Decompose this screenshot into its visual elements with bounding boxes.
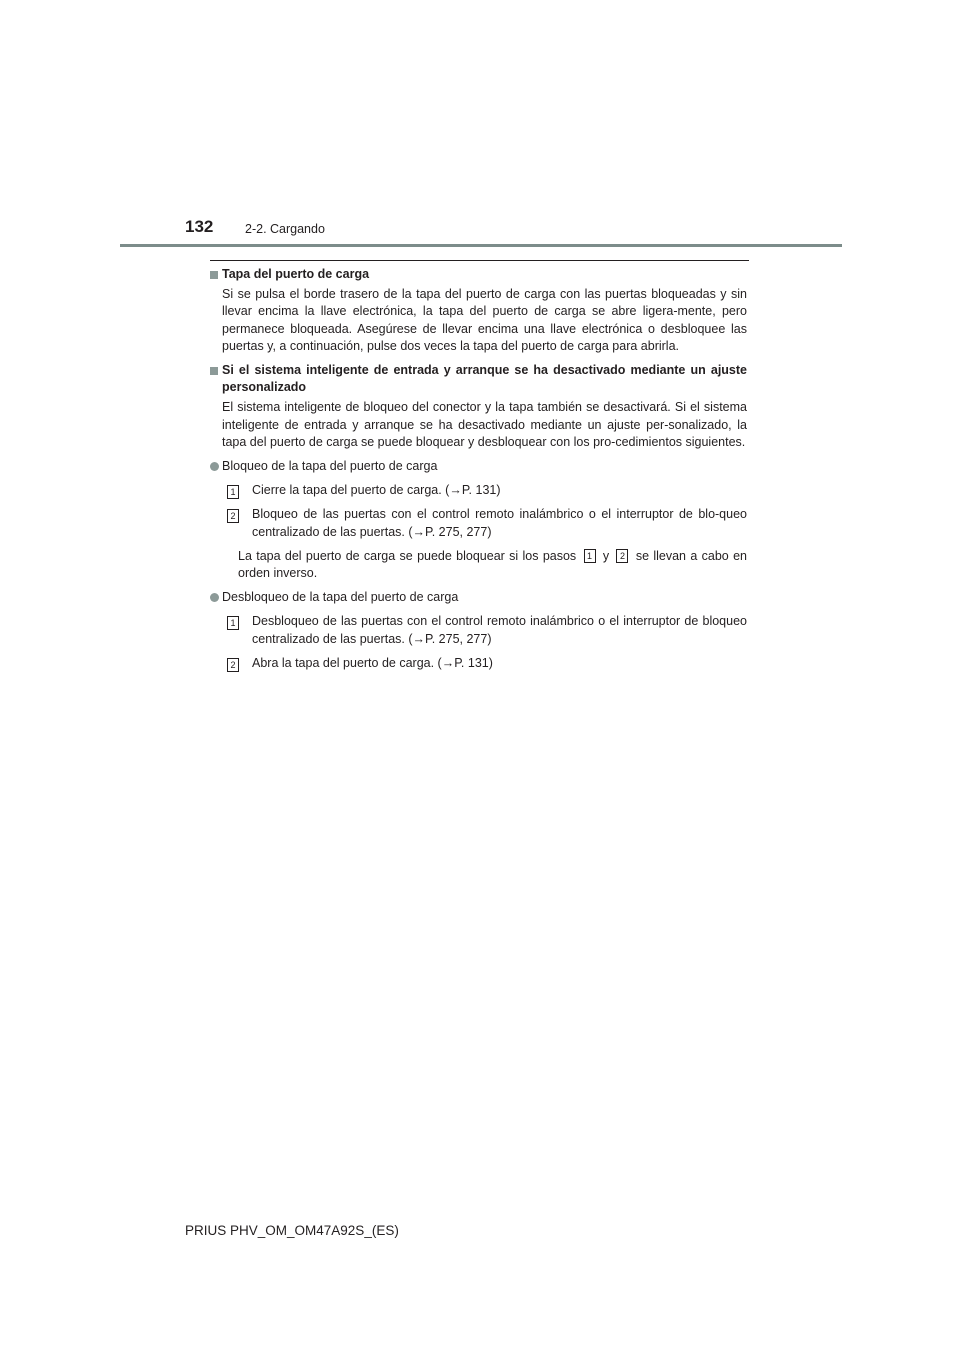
step-ref-box: 2 [616, 549, 628, 563]
item-heading [210, 362, 747, 396]
item-heading [210, 266, 747, 283]
step-text: Cierre la tapa del puerto de carga. (→P. 131) [252, 483, 501, 498]
item-body: El sistema inteligente de bloqueo del conector y la tapa también se desactivará. Si el sistema inteligente de entrada y arranque se ha desactivado mediante un ajuste per-sonalizado, la tapa del puerto de carga se puede bloquear y desbloquear con los pro-cedimientos siguientes. [222, 400, 747, 449]
item-heading-text: Si el sistema inteligente de entrada y arranque se ha desactivado mediante un ajuste personalizado [222, 363, 747, 395]
circle-bullet-icon [210, 462, 219, 471]
step [210, 506, 747, 540]
step-number-box: 1 [227, 485, 239, 499]
document-id: PRIUS PHV_OM_OM47A92S_(ES) [185, 1223, 399, 1238]
note-text: se llevan a cabo en orden inverso. [238, 548, 747, 581]
item-heading-text: Tapa del puerto de carga [222, 267, 370, 281]
item-body: Si se pulsa el borde trasero de la tapa del puerto de carga con las puertas bloqueadas y sin llevar encima la llave electrónica, la tapa del puerto de carga se abre ligera-mente, pero permanece bloqueada. Asegúrese de llevar encima una llave electrónica o desbloquee las puertas y, a continuación, pulse dos veces la tapa del puerto de carga para abrirla. [222, 287, 747, 353]
content-rule [210, 260, 749, 261]
page-number: 132 [185, 217, 214, 236]
step-text: Desbloqueo de las puertas con el control remoto inalámbrico o el interruptor de bloqueo centralizado de las puertas. (→P. 275, 277) [252, 614, 747, 646]
step-text: Abra la tapa del puerto de carga. (→P. 131) [252, 655, 493, 670]
note-text: y [602, 548, 610, 563]
main-content [210, 266, 747, 672]
step-number-box: 2 [227, 658, 239, 672]
square-bullet-icon [210, 367, 218, 375]
step-text: Bloqueo de las puertas con el control remoto inalámbrico o el interruptor de blo-queo centralizado de las puertas. (→P. 275, 277) [252, 507, 747, 539]
note-text: La tapa del puerto de carga se puede bloquear si los pasos [238, 548, 577, 563]
circle-bullet-icon [210, 593, 219, 602]
square-bullet-icon [210, 271, 218, 279]
lock-note [210, 548, 747, 582]
step [210, 655, 747, 672]
lock-heading-text: Bloqueo de la tapa del puerto de carga [222, 459, 438, 474]
step [210, 613, 747, 647]
unlock-heading-text: Desbloqueo de la tapa del puerto de carga [222, 590, 459, 605]
step-number-box: 1 [227, 616, 239, 630]
step [210, 482, 747, 499]
header-rule [120, 244, 842, 247]
step-number-box: 2 [227, 509, 239, 523]
lock-heading [210, 458, 747, 475]
step-ref-box: 1 [584, 549, 596, 563]
section-title: 2-2. Cargando [245, 222, 325, 236]
unlock-heading [210, 589, 747, 606]
